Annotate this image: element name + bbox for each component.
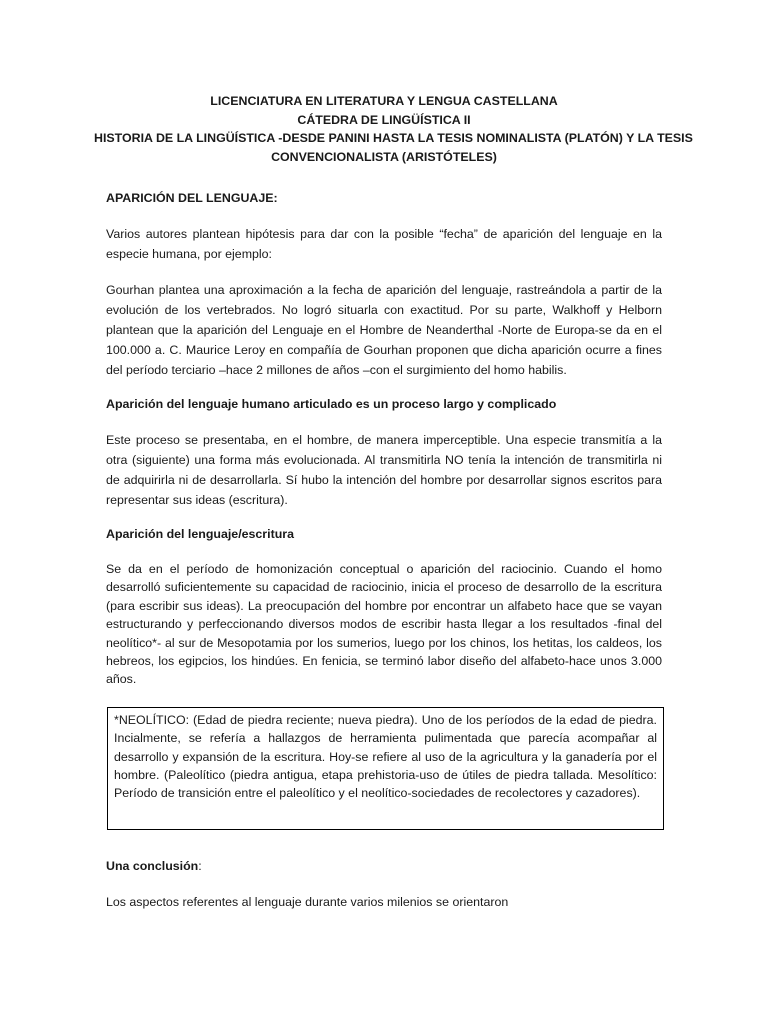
neolitico-note-box	[107, 707, 664, 830]
section-heading-lenguaje-articulado: Aparición del lenguaje humano articulado es un proceso largo y complicado	[106, 397, 557, 411]
header-line-course: CÁTEDRA DE LINGÜÍSTICA II	[297, 112, 471, 127]
neolitico-note-text: *NEOLÍTICO: (Edad de piedra reciente; nueva piedra). Uno de los períodos de la edad de piedra. Incialmente, se refería a hallazgos de herramienta pulimentada que parecía acompañar al desarrollo y expansión de la escritura. Hoy-se refiere al uso de la agricultura y la ganadería por el hombre. (Paleolítico (piedra antigua, etapa prehistoria-uso de útiles de piedra tallada. Mesolítico: Período de transición entre el paleolítico y el neolítico-sociedades de recolectores y cazadores).	[114, 712, 657, 801]
paragraph-conclusion: Los aspectos referentes al lenguaje durante varios milenios se orientaron	[106, 894, 509, 909]
conclusion-heading-colon: :	[198, 858, 202, 873]
conclusion-heading-label: Una conclusión	[106, 858, 199, 873]
header-line-program: LICENCIATURA EN LITERATURA Y LENGUA CASTELLANA	[210, 94, 558, 108]
header-line-title: HISTORIA DE LA LINGÜÍSTICA -DESDE PANINI HASTA LA TESIS NOMINALISTA (PLATÓN) Y LA TESIS	[94, 131, 693, 145]
section-heading-aparicion: APARICIÓN DEL LENGUAJE:	[106, 191, 278, 205]
section-heading-escritura: Aparición del lenguaje/escritura	[106, 527, 294, 541]
conclusion-heading	[106, 856, 662, 876]
document-body	[94, 92, 693, 912]
header-line-title-cont: CONVENCIONALISTA (ARISTÓTELES)	[271, 149, 497, 164]
paragraph-gourhan: Gourhan plantea una aproximación a la fecha de aparición del lenguaje, rastreándola a partir de la evolución de los vertebrados. No logró situarla con exactitud. Por su parte, Walkhoff y Helborn plantean que la aparición del Lenguaje en el Hombre de Neanderthal -Norte de Europa-se da en el 100.000 a. C. Maurice Leroy en compañía de Gourhan proponen que dicha aparición ocurre a fines del período terciario –hace 2 millones de años –con el surgimiento del homo habilis.	[106, 283, 662, 377]
paragraph-hipotesis: Varios autores plantean hipótesis para dar con la posible “fecha” de aparición del lenguaje en la especie humana, por ejemplo:	[106, 227, 662, 261]
paragraph-homonizacion: Se da en el período de homonización conceptual o aparición del raciocinio. Cuando el homo desarrolló suficientemente su capacidad de raciocinio, inicia el proceso de desarrollo de la escritura (para escribir sus ideas). La preocupación del hombre por encontrar un alfabeto hace que se vayan estructurando y perfeccionando diversos modos de escribir hasta llegar a los resultados -final del neolítico*- al sur de Mesopotamia por los sumerios, luego por los chinos, los hetitas, los caldeos, los hebreos, los egipcios, los hindúes. En fenicia, se terminó labor diseño del alfabeto-hace unos 3.000 años.	[106, 562, 662, 687]
paragraph-proceso: Este proceso se presentaba, en el hombre, de manera imperceptible. Una especie transmitía a la otra (siguiente) una forma más evolucionada. Al transmitirla NO tenía la intención de transmitirla ni de adquirirla ni de desarrollarla. Sí hubo la intención del hombre por desarrollar signos escritos para representar sus ideas (escritura).	[106, 433, 662, 507]
document-header	[94, 92, 693, 166]
